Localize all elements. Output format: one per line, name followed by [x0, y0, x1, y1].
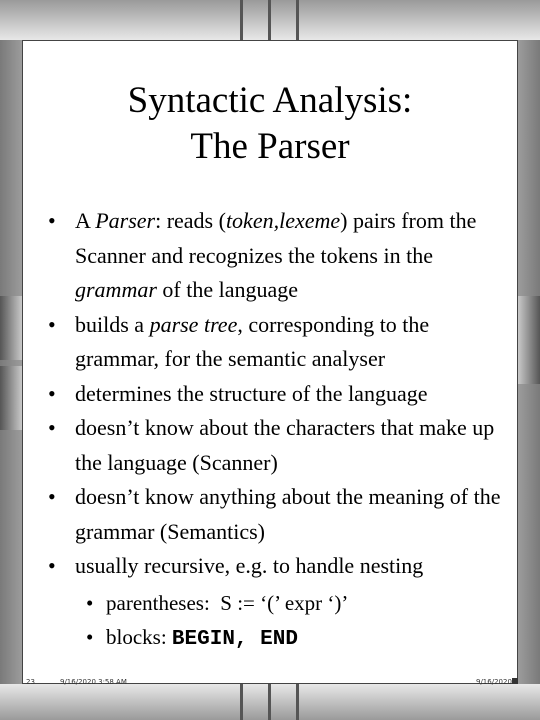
slide-title [0, 78, 540, 170]
bullet-glyph: • [48, 311, 56, 337]
bullet-text: doesn’t know anything about the meaning of the grammar (Semantics) [75, 484, 501, 544]
bullet-glyph: • [86, 591, 94, 615]
footer-date-left: 9/16/2020 3:58 AM [60, 678, 127, 686]
code-keywords: BEGIN, END [171, 628, 298, 651]
left-frame-tab-upper [0, 296, 22, 360]
bullet-text: A [75, 208, 96, 233]
title-line-2: The Parser [190, 126, 350, 167]
bullet-text: determines the structure of the language [75, 380, 428, 406]
bullet-emphasis: Parser [95, 208, 156, 233]
sub-bullet-text: parentheses: S := ‘(’ expr ‘)’ [106, 591, 349, 615]
sub-bullet-item [86, 586, 516, 620]
bullet-text: builds a [75, 311, 150, 337]
slide-number: 23 [26, 678, 35, 686]
sub-bullet-text: blocks: [106, 625, 172, 649]
bullet-text: doesn’t know about the characters that make up the language (Scanner) [75, 415, 495, 475]
bullet-glyph: • [48, 553, 56, 578]
bullet-item [46, 411, 516, 480]
frame-tick [240, 0, 243, 40]
bullet-text: : reads ( [155, 208, 226, 233]
bullet-glyph: • [48, 415, 56, 440]
frame-tick [268, 684, 271, 720]
bullet-text: ) pairs from the Scanner and recognizes the tokens in the [75, 208, 477, 268]
bullet-item [46, 204, 516, 308]
bullet-emphasis: parse tree [149, 311, 238, 337]
bullet-item [46, 480, 516, 549]
left-frame-tab-lower [0, 366, 22, 430]
bullet-glyph: • [48, 484, 56, 509]
bullet-item [46, 308, 516, 377]
bullet-glyph: • [48, 208, 56, 233]
sub-bullet-list [86, 586, 516, 657]
bullet-glyph: • [48, 380, 56, 406]
frame-tick [240, 684, 243, 720]
bullet-text: usually recursive, e.g. to handle nesting [75, 553, 424, 578]
bullet-item [46, 549, 516, 584]
bullet-glyph: • [86, 625, 94, 649]
bullet-text: , corresponding to the grammar, for the semantic analyser [75, 311, 430, 371]
bullet-emphasis: token,lexeme [225, 208, 341, 233]
bullet-emphasis: grammar [75, 277, 157, 302]
bullet-text: of the language [156, 277, 299, 302]
footer-corner-marker [512, 678, 518, 684]
title-line-1: Syntactic Analysis: [127, 80, 413, 121]
footer-date-right: 9/16/2020 [476, 678, 512, 686]
frame-tick [296, 0, 299, 40]
right-frame-tab-lower [518, 340, 540, 384]
sub-bullet-item [86, 620, 516, 657]
bullet-list [46, 204, 516, 584]
frame-tick [268, 0, 271, 40]
bullet-item [46, 377, 516, 412]
frame-tick [296, 684, 299, 720]
